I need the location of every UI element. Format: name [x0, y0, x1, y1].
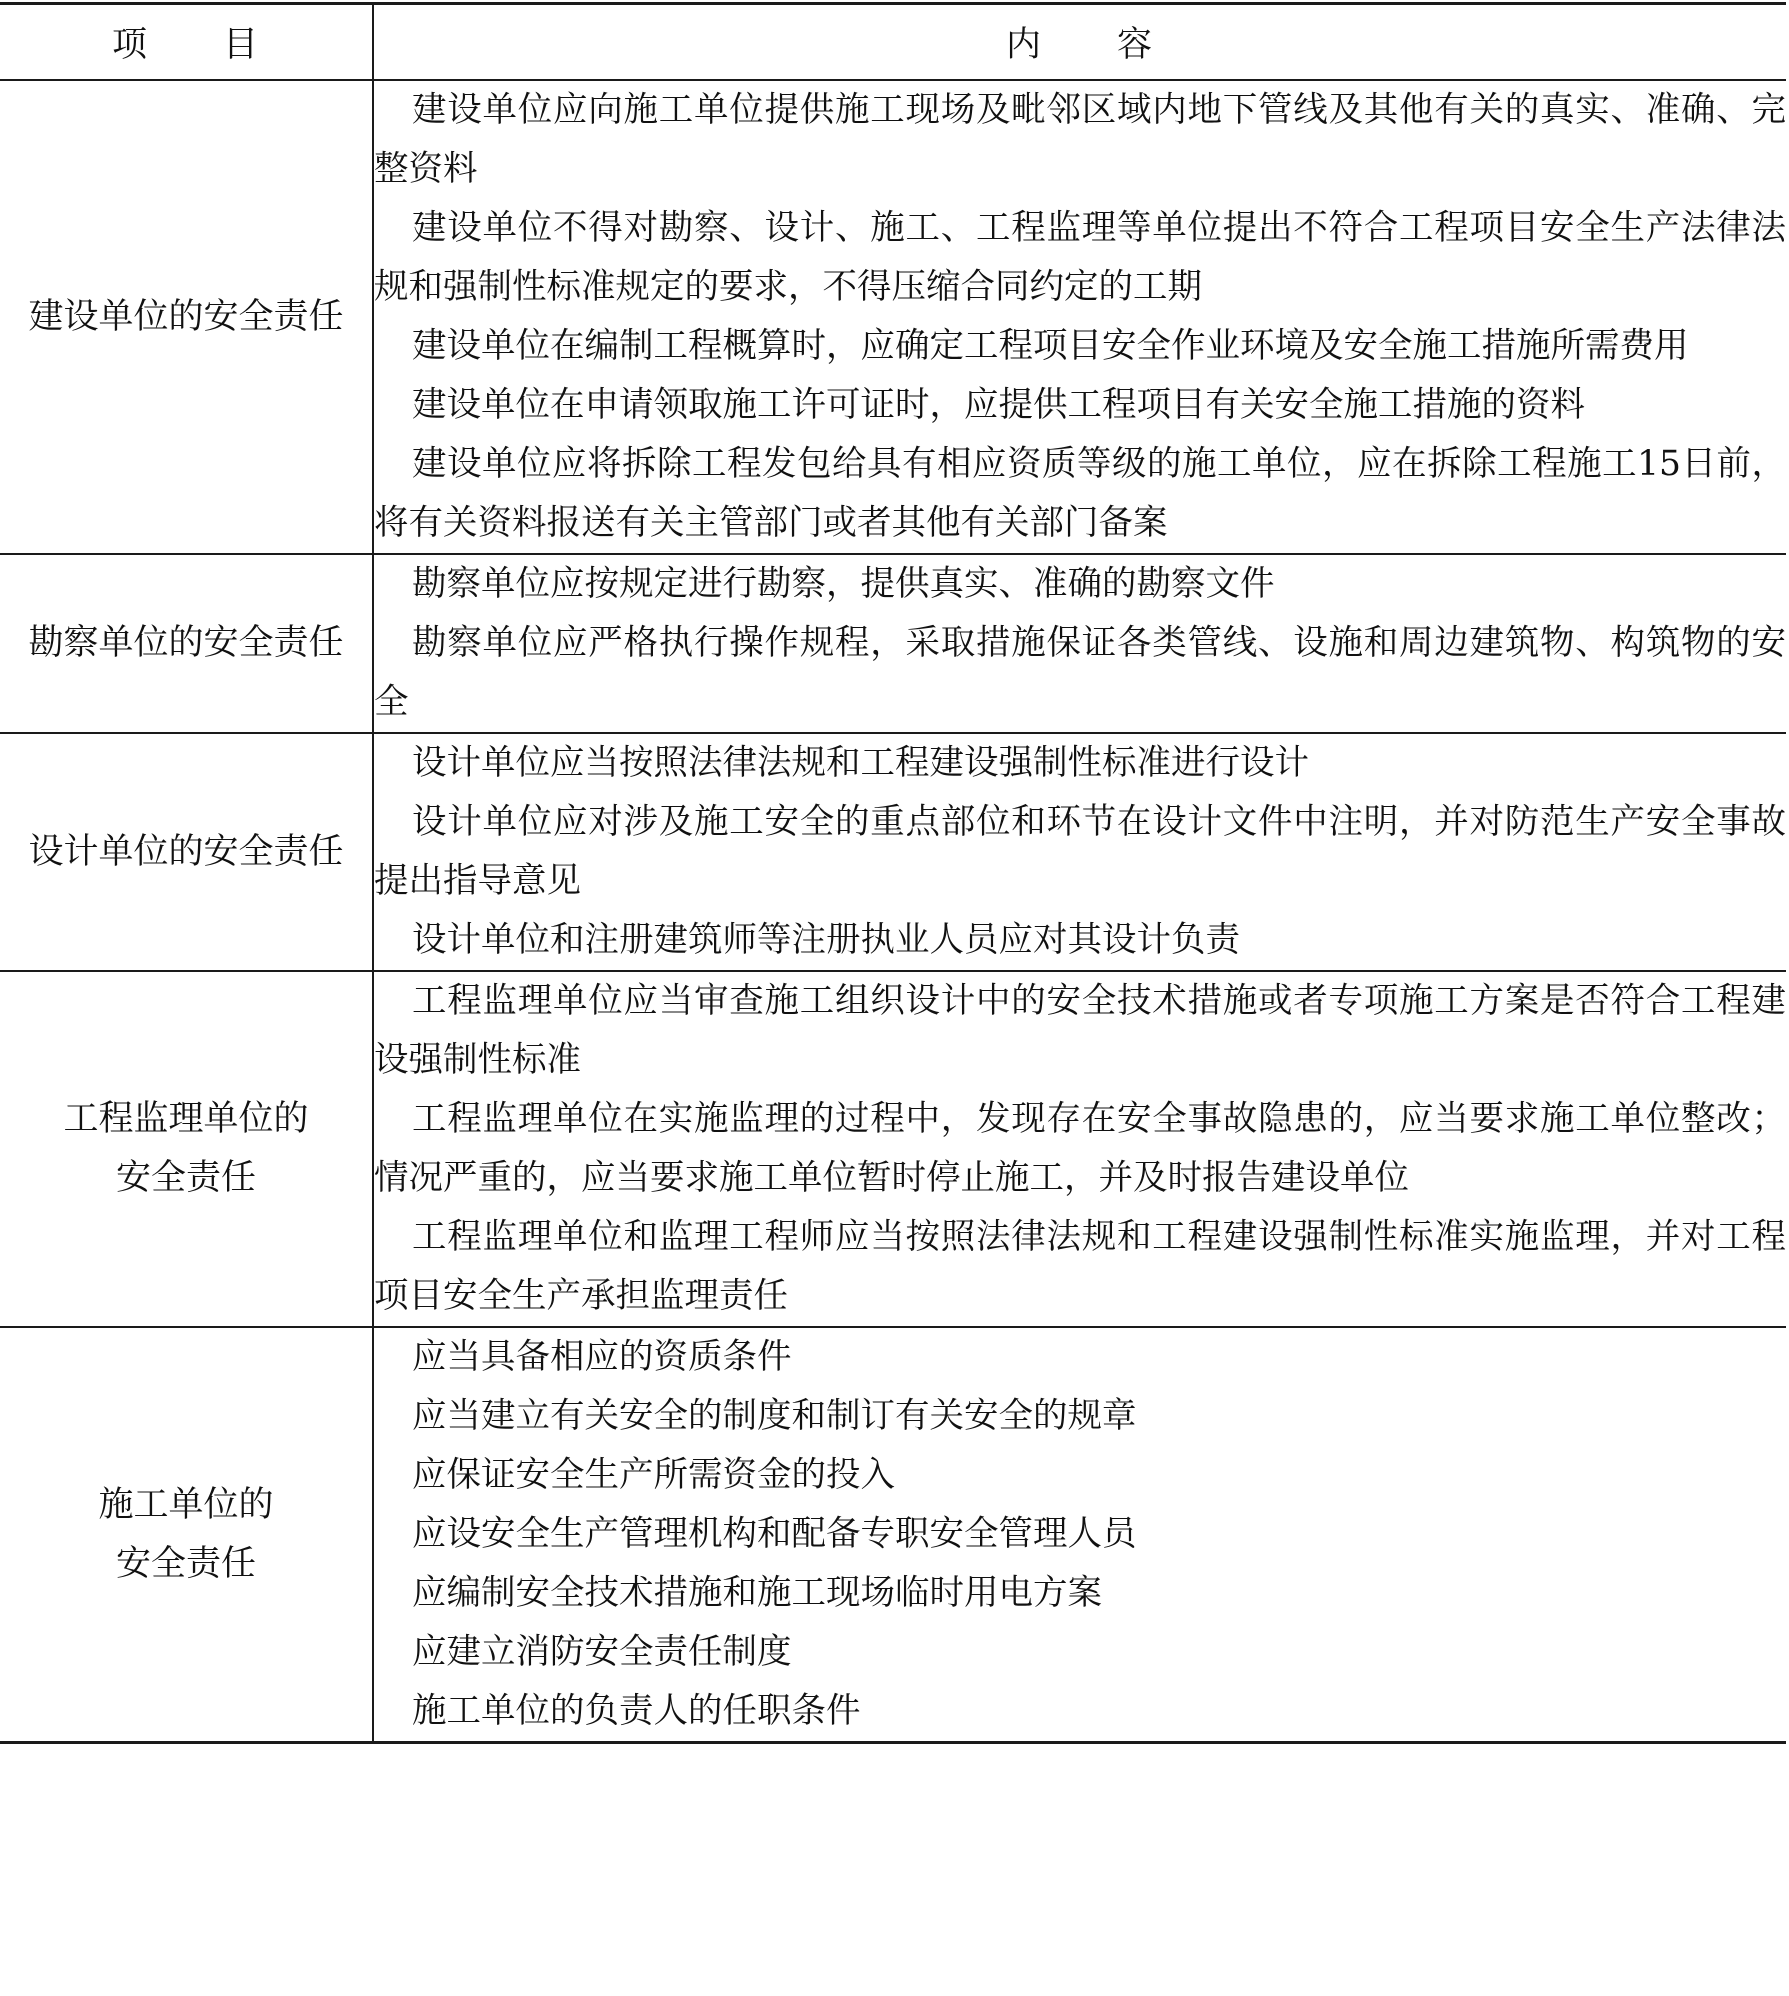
- row-category: 施工单位的安全责任: [0, 1327, 373, 1743]
- responsibility-item: 设计单位应对涉及施工安全的重点部位和环节在设计文件中注明，并对防范生产安全事故提出指导意见: [374, 802, 1786, 901]
- responsibility-item: 设计单位和注册建筑师等注册执业人员应对其设计负责: [412, 920, 1240, 960]
- responsibility-item: 建设单位应向施工单位提供施工现场及毗邻区域内地下管线及其他有关的真实、准确、完整资料: [374, 90, 1786, 189]
- responsibility-item: 设计单位应当按照法律法规和工程建设强制性标准进行设计: [412, 743, 1309, 783]
- responsibility-item: 施工单位的负责人的任职条件: [412, 1691, 861, 1731]
- responsibility-item: 工程监理单位应当审查施工组织设计中的安全技术措施或者专项施工方案是否符合工程建设强制性标准: [374, 981, 1786, 1080]
- responsibility-item: 应建立消防安全责任制度: [412, 1632, 792, 1672]
- responsibility-item: 应当建立有关安全的制度和制订有关安全的规章: [412, 1396, 1137, 1436]
- responsibility-item: 工程监理单位在实施监理的过程中，发现存在安全事故隐患的，应当要求施工单位整改；情况严重的，应当要求施工单位暂时停止施工，并及时报告建设单位: [374, 1099, 1786, 1198]
- responsibility-item: 建设单位应将拆除工程发包给具有相应资质等级的施工单位，应在拆除工程施工15日前，将有关资料报送有关主管部门或者其他有关部门备案: [374, 444, 1786, 543]
- table-row: [0, 554, 1786, 733]
- row-content: [373, 554, 1786, 733]
- row-content: [373, 971, 1786, 1327]
- table-header-row: [0, 4, 1786, 81]
- responsibility-item: 建设单位不得对勘察、设计、施工、工程监理等单位提出不符合工程项目安全生产法律法规和强制性标准规定的要求，不得压缩合同约定的工期: [374, 208, 1786, 307]
- header-item-column: 项 目: [0, 4, 373, 81]
- row-content: [373, 1327, 1786, 1743]
- responsibility-item: 工程监理单位和监理工程师应当按照法律法规和工程建设强制性标准实施监理，并对工程项目安全生产承担监理责任: [374, 1217, 1786, 1316]
- responsibility-item: 应编制安全技术措施和施工现场临时用电方案: [412, 1573, 1102, 1613]
- responsibility-item: 勘察单位应按规定进行勘察，提供真实、准确的勘察文件: [412, 564, 1275, 604]
- row-content: [373, 80, 1786, 554]
- responsibility-item: 勘察单位应严格执行操作规程，采取措施保证各类管线、设施和周边建筑物、构筑物的安全: [374, 623, 1786, 722]
- responsibility-item: 应保证安全生产所需资金的投入: [412, 1455, 895, 1495]
- table-row: [0, 733, 1786, 971]
- responsibility-item: 应设安全生产管理机构和配备专职安全管理人员: [412, 1514, 1137, 1554]
- row-category: 设计单位的安全责任: [0, 733, 373, 971]
- row-category: 建设单位的安全责任: [0, 80, 373, 554]
- table-row: [0, 1327, 1786, 1743]
- responsibility-item: 建设单位在申请领取施工许可证时，应提供工程项目有关安全施工措施的资料: [412, 385, 1585, 425]
- responsibility-item: 应当具备相应的资质条件: [412, 1337, 792, 1377]
- responsibility-item: 建设单位在编制工程概算时，应确定工程项目安全作业环境及安全施工措施所需费用: [412, 326, 1689, 366]
- table-row: [0, 971, 1786, 1327]
- safety-responsibility-table: [0, 2, 1786, 1744]
- row-category: 勘察单位的安全责任: [0, 554, 373, 733]
- header-content-column: 内 容: [373, 4, 1786, 81]
- table-row: [0, 80, 1786, 554]
- row-category: 工程监理单位的安全责任: [0, 971, 373, 1327]
- row-content: [373, 733, 1786, 971]
